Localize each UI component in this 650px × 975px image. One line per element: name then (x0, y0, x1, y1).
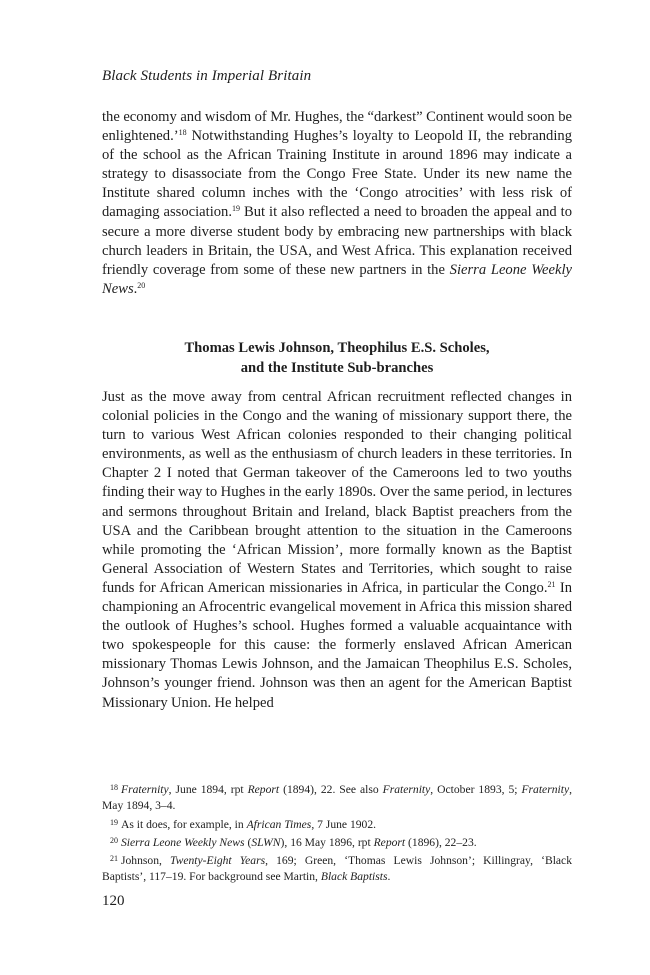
footnote-number: 18 (110, 783, 118, 792)
section-heading-line-1: Thomas Lewis Johnson, Theophilus E.S. Scholes, (184, 340, 490, 356)
italic-text: Black Baptists (320, 870, 388, 884)
text-run: . (387, 870, 391, 884)
footnote-number: 19 (110, 817, 118, 827)
italic-text: Fraternity (121, 783, 169, 796)
footnote-number: 20 (110, 835, 118, 845)
text-run: (1896), 22–23. (405, 835, 477, 849)
text-run: Just as the move away from central African recruitment reflected changes in colonial policies in the Congo and the waning of missionary support there, the turn to various West African colonies responded to their changing political environments, as well as the enthusiasm of church leaders in these territories. In Chapter 2 I noted that German takeover of the Cameroons led to two youths finding their way to Hughes in the early 1890s. Over the same period, in lectures and sermons throughout Britain and Ireland, black Baptist preachers from the USA and the Caribbean brought attention to the situation in the Cameroons while promoting the ‘African Mission’, more formally known as the Baptist General Association of Western States and Territories, which sought to raise funds for African American missionaries in Africa, in particular the Congo. (102, 389, 572, 596)
italic-text: Fraternity (382, 783, 431, 796)
italic-text: SLWN (251, 835, 281, 849)
italic-text: Twenty-Eight Years (170, 854, 266, 868)
footnote-21 (102, 851, 572, 886)
text-run: Johnson, (121, 854, 171, 868)
footnote-20 (102, 833, 572, 851)
italic-text: Report (373, 835, 406, 849)
footnote-reference: 20 (137, 280, 146, 290)
section-heading (102, 339, 572, 378)
footnote-reference: 19 (232, 204, 241, 214)
footnote-reference: 18 (178, 128, 187, 138)
italic-text: Fraternity (521, 783, 570, 796)
text-run: In championing an Afrocentric evangelical movement in Africa this mission shared the outlook of Hughes’s school. Hughes formed a valuable acquaintance with two spokespeople for this cause: the formerly enslaved African American missionary Thomas Lewis Johnson, and the Jamaican Theophilus E.S. Scholes, Johnson’s younger friend. Johnson was then an agent for the American Baptist Missionary Union. He helped (102, 579, 572, 711)
footnote-reference: 21 (547, 579, 556, 589)
footnote-18 (102, 780, 572, 815)
text-run: (1894), 22. See also (279, 783, 383, 796)
section-heading-line-2: and the Institute Sub-branches (240, 359, 434, 376)
footnotes (102, 780, 572, 886)
italic-text: African Times (246, 817, 312, 831)
text-run: , 7 June 1902. (311, 817, 377, 831)
text-run: Notwithstanding Hughes’s loyalty to Leopold II, the rebranding of the school as the African Training Institute in around 1896 may indicate a strategy to disassociate from the Congo Free State. Under its new name the Institute shared column inches with the ‘Congo atrocities’ with less risk of damaging association. (102, 128, 572, 221)
paragraph-text (102, 108, 572, 299)
text-run: As it does, for example, in (121, 817, 247, 831)
footnote-19 (102, 815, 572, 833)
text-run: , June 1894, rpt (168, 783, 248, 796)
page-number: 120 (102, 893, 125, 909)
text-run: the economy and wisdom of Mr. Hughes, the “darkest” Continent would soon be enlightened.’ (102, 109, 572, 145)
text-run: , May 1894, 3–4. (102, 783, 572, 813)
italic-text: Report (247, 783, 280, 796)
paragraph-text (102, 388, 572, 713)
text-run: ), 16 May 1896, rpt (280, 835, 374, 849)
italic-text: Sierra Leone Weekly News (121, 835, 245, 849)
body-paragraph-1 (102, 108, 572, 299)
body-paragraph-2 (102, 388, 572, 713)
text-run: , 169; Green, ‘Thomas Lewis Johnson’; Killingray, ‘Black Baptists’, 117–19. For background see Martin, (102, 854, 572, 884)
text-run: ( (244, 835, 252, 849)
running-head: Black Students in Imperial Britain (102, 68, 312, 84)
text-run: But it also reflected a need to broaden the appeal and to secure a more diverse student body by embracing new partnerships with black church leaders in Britain, the USA, and West Africa. This explanation received friendly coverage from some of these new partners in the (102, 204, 573, 278)
text-run: . (133, 280, 138, 297)
text-run: , October 1893, 5; (430, 783, 522, 796)
italic-text: Sierra Leone Weekly News (102, 261, 572, 297)
footnote-number: 21 (110, 854, 118, 864)
